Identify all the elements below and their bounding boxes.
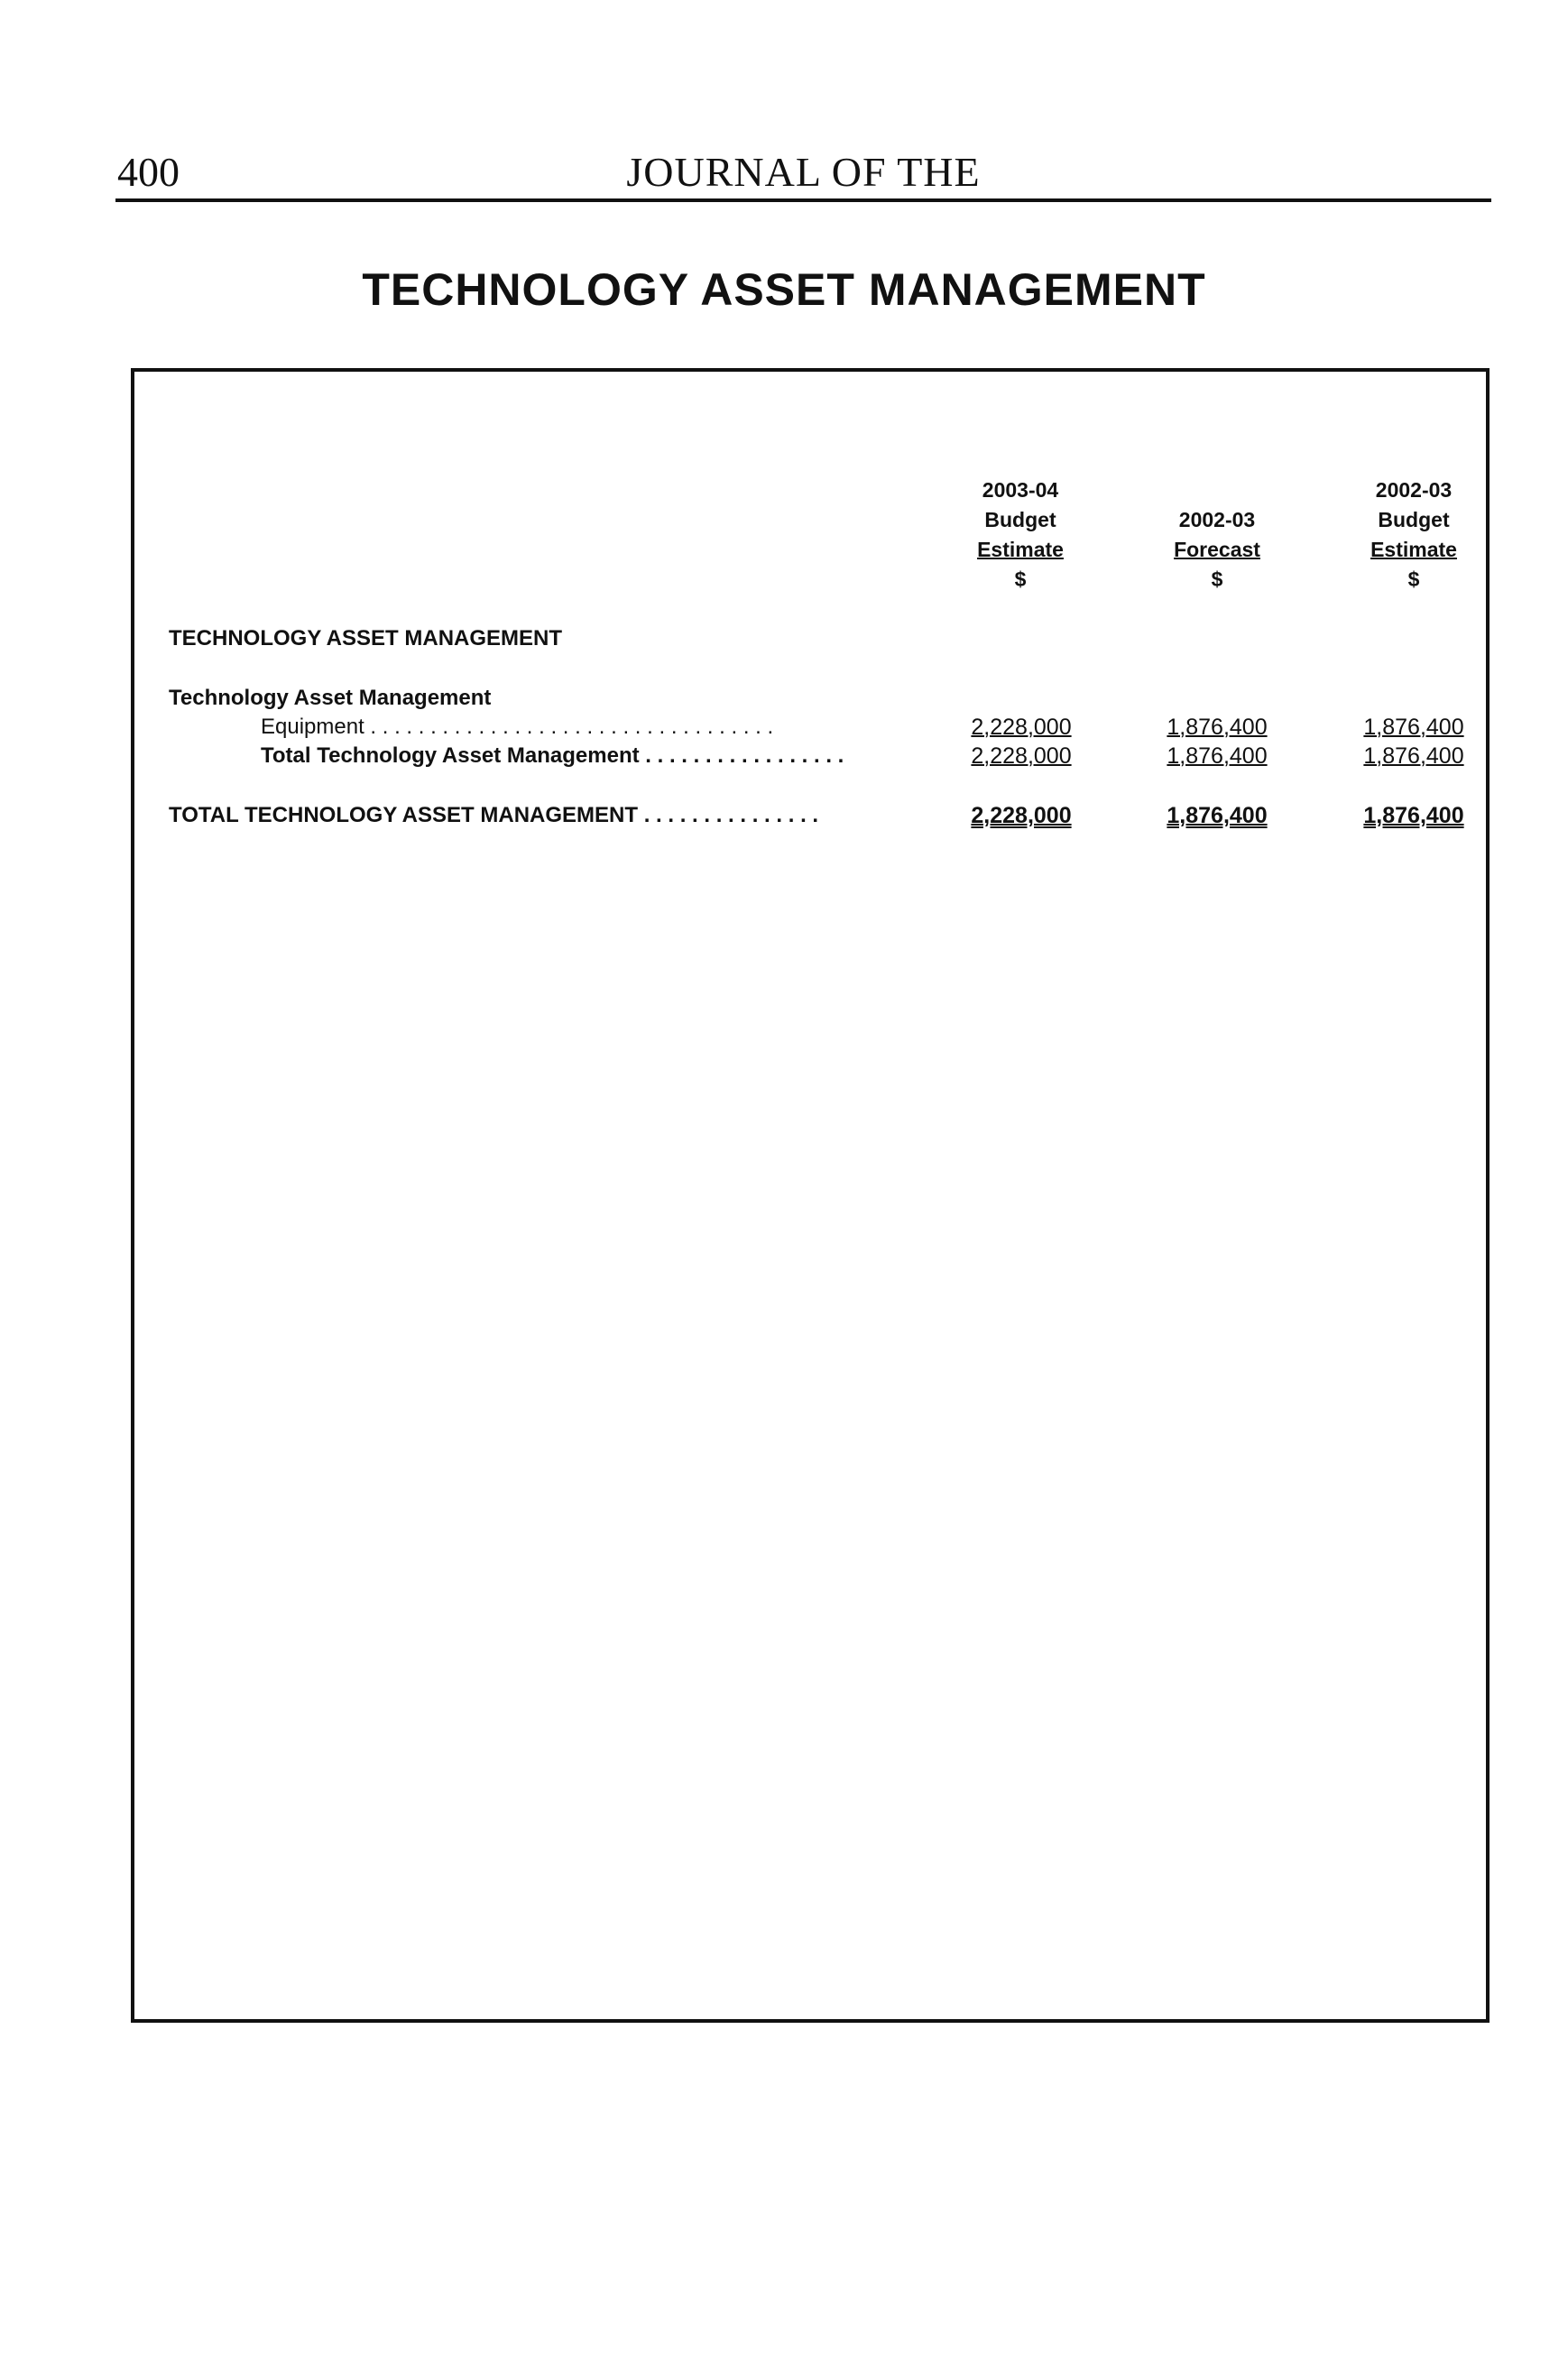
column-header-year: 2002-03 bbox=[1375, 478, 1453, 502]
cell-total-2002-03-forecast: 1,876,400 bbox=[1167, 743, 1268, 769]
column-header-2002-03-budget-estimate bbox=[1324, 475, 1504, 595]
cell-total-2002-03-budget: 1,876,400 bbox=[1363, 743, 1464, 769]
column-header-line3: Forecast bbox=[1174, 538, 1260, 561]
column-header-line3: Estimate bbox=[977, 538, 1064, 561]
row-label-total: Total Technology Asset Management bbox=[261, 743, 640, 768]
column-header-line2: Budget bbox=[1378, 508, 1450, 531]
column-header-2003-04-budget-estimate bbox=[930, 475, 1111, 595]
section-heading: TECHNOLOGY ASSET MANAGEMENT bbox=[169, 626, 563, 650]
table-row-label: Total Technology Asset Management . . . . . . . . . . . . . . . . . bbox=[261, 743, 844, 768]
column-header-year bbox=[1127, 475, 1307, 505]
group-heading: Technology Asset Management bbox=[169, 686, 492, 710]
cell-grand-total-2003-04: 2,228,000 bbox=[971, 803, 1072, 828]
cell-equipment-2003-04: 2,228,000 bbox=[971, 715, 1072, 740]
cell-grand-total-2002-03-budget: 1,876,400 bbox=[1363, 803, 1464, 828]
column-header-year: 2003-04 bbox=[982, 478, 1059, 502]
page-number: 400 bbox=[117, 149, 180, 195]
column-header-line2: Budget bbox=[984, 508, 1056, 531]
cell-equipment-2002-03-forecast: 1,876,400 bbox=[1167, 715, 1268, 740]
running-header bbox=[115, 144, 1491, 202]
table-frame bbox=[131, 368, 1490, 2023]
column-header-line3: Estimate bbox=[1370, 538, 1457, 561]
row-label-equipment: Equipment bbox=[261, 715, 364, 739]
cell-equipment-2002-03-budget: 1,876,400 bbox=[1363, 715, 1464, 740]
column-header-line2: 2002-03 bbox=[1178, 508, 1256, 531]
page-title: TECHNOLOGY ASSET MANAGEMENT bbox=[362, 264, 1206, 315]
journal-title: JOURNAL OF THE bbox=[626, 149, 981, 195]
table-row-label: Equipment . . . . . . . . . . . . . . . . . . . . . . . . . . . . . . . . . . bbox=[261, 715, 774, 739]
column-header-unit: $ bbox=[1211, 567, 1223, 591]
column-header-2002-03-forecast bbox=[1127, 475, 1307, 595]
grand-total-label-row: TOTAL TECHNOLOGY ASSET MANAGEMENT . . . . . . . . . . . . . . . bbox=[169, 803, 819, 827]
column-header-unit: $ bbox=[1014, 567, 1027, 591]
grand-total-label: TOTAL TECHNOLOGY ASSET MANAGEMENT bbox=[169, 803, 639, 827]
cell-grand-total-2002-03-forecast: 1,876,400 bbox=[1167, 803, 1268, 828]
column-header-unit: $ bbox=[1407, 567, 1420, 591]
cell-total-2003-04: 2,228,000 bbox=[971, 743, 1072, 769]
